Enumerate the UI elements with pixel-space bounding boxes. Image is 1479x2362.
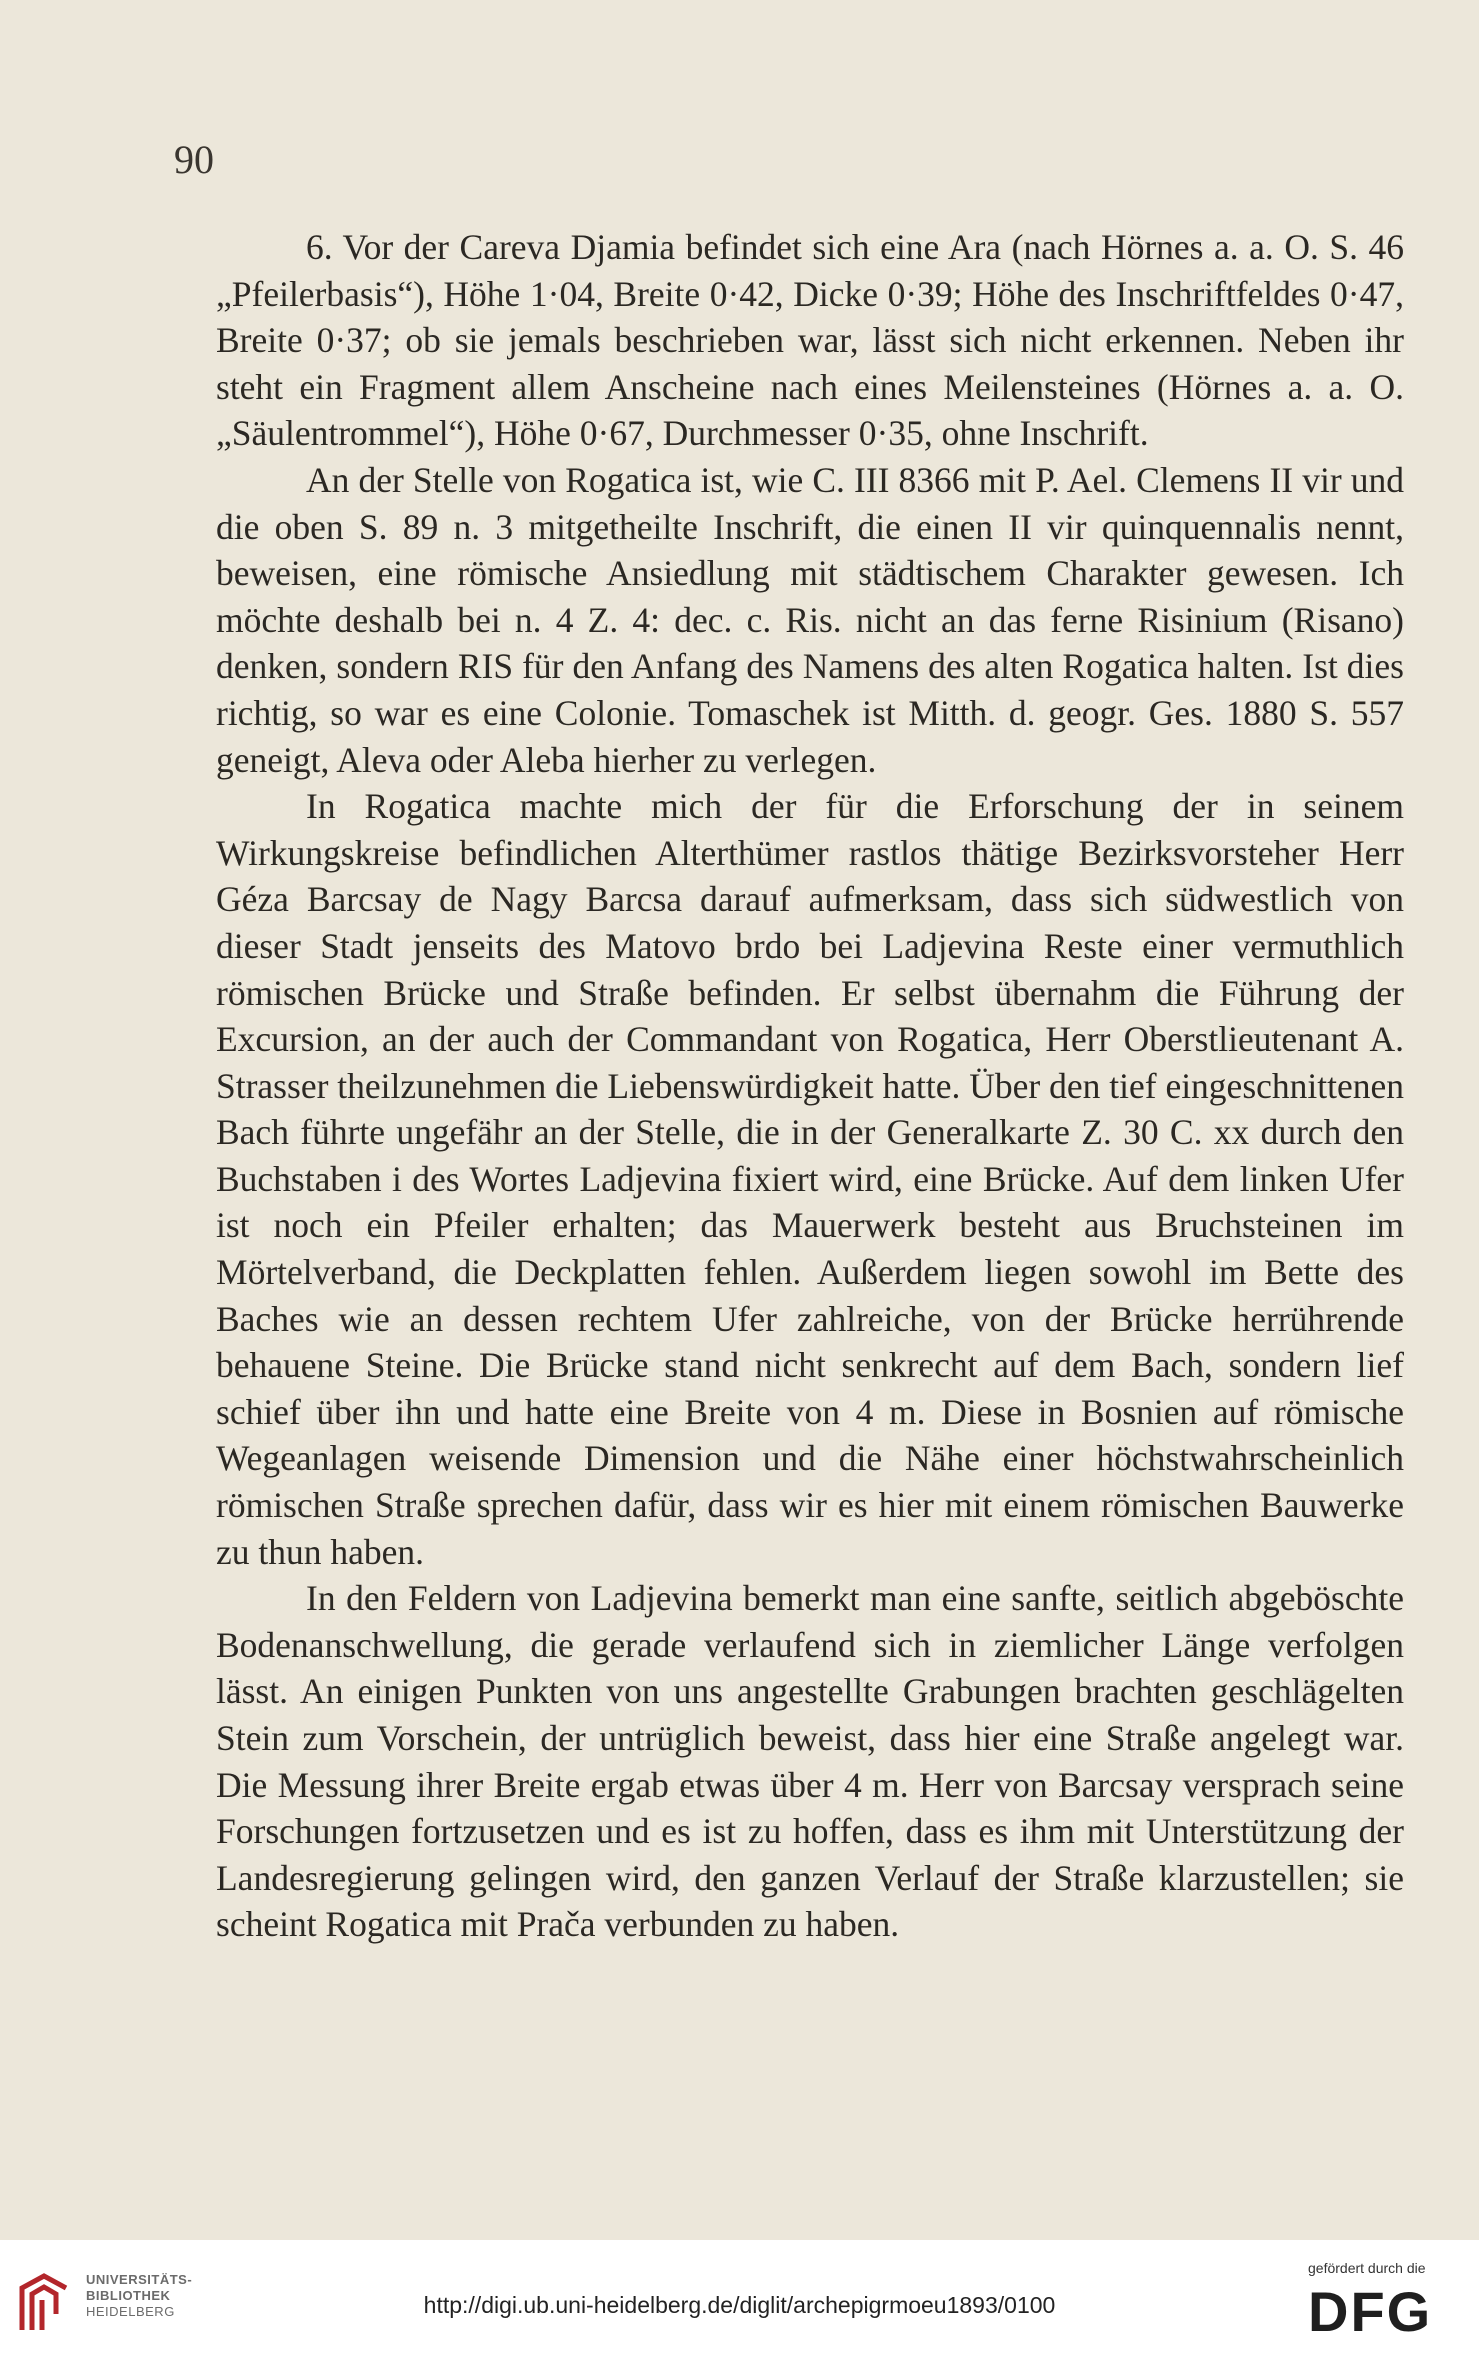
body-text [216,224,1404,1948]
paragraph-2: An der Stelle von Rogatica ist, wie C. III 8366 mit P. Ael. Clemens II vir und die oben S. 89 n. 3 mitgetheilte Inschrift, die einen II vir quinquennalis nennt, beweisen, eine römische Ansiedlung mit städtischem Charakter gewesen. Ich möchte deshalb bei n. 4 Z. 4: dec. c. Ris. nicht an das ferne Risinium (Risano) denken, sondern RIS für den Anfang des Namens des alten Rogatica halten. Ist dies richtig, so war es eine Colonie. Tomaschek ist Mitth. d. geogr. Ges. 1880 S. 557 geneigt, Aleva oder Aleba hierher zu verlegen. [216,459,1404,780]
paragraph-4: In den Feldern von Ladjevina bemerkt man eine sanfte, seitlich abgeböschte Bodenanschwellung, die gerade verlaufend sich in ziemlicher Länge verfolgen lässt. An einigen Punkten von uns angestellte Grabungen brachten geschlägelten Stein zum Vorschein, der untrüglich beweist, dass hier eine Straße angelegt war. Die Messung ihrer Breite ergab etwas über 4 m. Herr von Barcsay versprach seine Forschungen fortzusetzen und es ist zu hoffen, dass es ihm mit Unterstützung der Landesregierung gelingen wird, den ganzen Verlauf der Straße klarzustellen; sie scheint Rogatica mit Prača verbunden zu haben. [216,1578,1404,1945]
permalink-url[interactable]: http://digi.ub.uni-heidelberg.de/diglit/archepigrmoeu1893/0100 [423,2292,1056,2318]
digitization-footer [0,2240,1479,2362]
library-name-line-2: BIBLIOTHEK [86,2288,171,2303]
paragraph-1: 6. Vor der Careva Djamia befindet sich eine Ara (nach Hörnes a. a. O. S. 46 „Pfeilerbasis“), Höhe 1·04, Breite 0·42, Dicke 0·39; Höhe des Inschriftfeldes 0·47, Breite 0·37; ob sie jemals beschrieben war, lässt sich nicht erkennen. Neben ihr steht ein Fragment allem Anscheine nach eines Meilensteines (Hörnes a. a. O. „Säulentrommel“), Höhe 0·67, Durchmesser 0·35, ohne Inschrift. [216,227,1404,454]
library-name-line-1: UNIVERSITÄTS- [86,2272,193,2287]
library-name-line-3: HEIDELBERG [86,2304,175,2319]
paragraph-3: In Rogatica machte mich der für die Erforschung der in seinem Wirkungskreise befindlichen Alterthümer rastlos thätige Bezirksvorsteher Herr Géza Barcsay de Nagy Barcsa darauf aufmerksam, dass sich südwestlich von dieser Stadt jenseits des Matovo brdo bei Ladjevina Reste einer vermuthlich römischen Brücke und Straße befinden. Er selbst übernahm die Führung der Excursion, an der auch der Commandant von Rogatica, Herr Oberstlieutenant A. Strasser theilzunehmen die Liebenswürdigkeit hatte. Über den tief eingeschnittenen Bach führte ungefähr an der Stelle, die in der Generalkarte Z. 30 C. xx durch den Buchstaben i des Wortes Ladjevina fixiert wird, eine Brücke. Auf dem linken Ufer ist noch ein Pfeiler erhalten; das Mauerwerk besteht aus Bruchsteinen im Mörtelverband, die Deckplatten fehlen. Außerdem liegen sowohl im Bette des Baches wie an dessen rechtem Ufer zahlreiche, von der Brücke herrührende behauene Steine. Die Brücke stand nicht senkrecht auf dem Bach, sondern lief schief über ihn und hatte eine Breite von 4 m. Diese in Bosnien auf römische Wegeanlagen weisende Dimension und die Nähe einer höchstwahrscheinlich römischen Straße sprechen dafür, dass wir es hier mit einem römischen Bauwerke zu thun haben. [216,786,1404,1572]
page-number: 90 [174,137,214,182]
dfg-logo: DFG [1308,2280,1433,2343]
funder-caption: gefördert durch die [1308,2260,1426,2276]
